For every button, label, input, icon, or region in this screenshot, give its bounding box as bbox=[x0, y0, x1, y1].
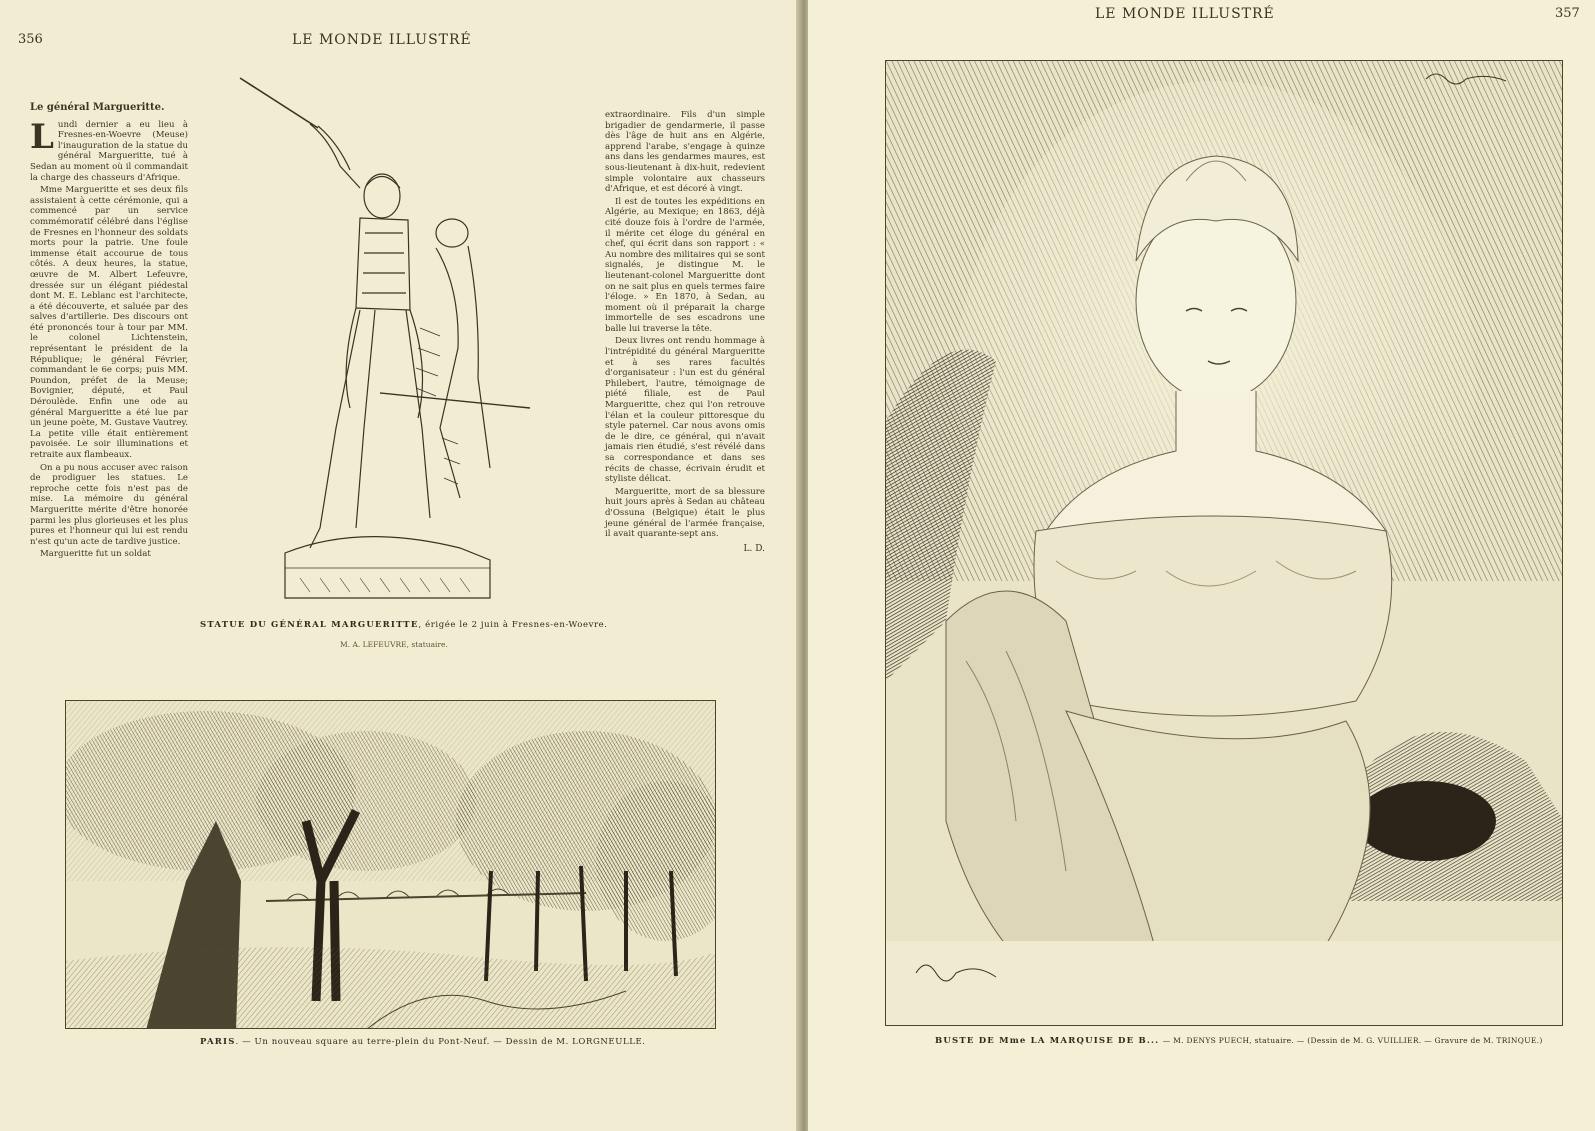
article-column-2 bbox=[605, 110, 765, 554]
statue-credit: M. A. LEFEUVRE, statuaire. bbox=[340, 640, 448, 649]
left-page-number: 356 bbox=[18, 32, 43, 47]
drop-cap: L bbox=[30, 116, 54, 157]
portrait-caption-credit: — M. DENYS PUECH, statuaire. — (Dessin de M. G. VUILLIER. — Gravure de M. TRINQUE.) bbox=[1162, 1036, 1543, 1045]
portrait-engraving-drawing bbox=[886, 61, 1563, 1026]
article-paragraph: On a pu nous accuser avec raison de prodiguer les statues. Le reproche cette fois n'est pas de mise. La mémoire du général Margueritte mérite d'être honorée parmi les plus glorieuses et les plus pures et l'honneur qui lui est rendu n'est qu'un acte de tardive justice. bbox=[30, 462, 188, 547]
article-signature: L. D. bbox=[743, 543, 765, 554]
article-paragraph: Mme Margueritte et ses deux fils assistaient à cette cérémonie, qui a commencé par un service commémoratif célébré dans l'église de Fresnes en l'honneur des soldats morts pour la patrie. Une foule immense était accourue de tous côtés. A deux heures, la statue, œuvre de M. Albert Lefeuvre, dressée sur un élégant piédestal dont M. E. Leblanc est l'architecte, a été découverte, et saluée par des salves d'artillerie. Des discours ont été prononcés tour à tour par MM. le colonel Lichtenstein, représentant le président de la République; le général Février, commandant le 6e corps; puis MM. Poundon, préfet de la Meuse; Bovignier, député, et Paul Déroulède. Enfin une ode au général Margueritte a été lue par un jeune poète, M. Gustave Vautrey. La petite ville était entièrement pavoisée. Le soir illuminations et retraite aux flambeaux. bbox=[30, 185, 188, 460]
article-paragraph: Deux livres ont rendu hommage à l'intrépidité du général Margueritte et à ses rares facultés d'organisateur : l'un est du général Philebert, l'autre, témoignage de piété filiale, est de Paul Margueritte, chez qui l'on retrouve l'élan et la couleur pittoresque du style paternel. Car nous avons omis de le dire, ce général, qui n'avait jamais rien étudié, s'est révélé dans sa correspondance et dans ses récits de chasse, écrivain érudit et styliste délicat. bbox=[605, 336, 765, 485]
statue-caption-text: , érigée le 2 juin à Fresnes-en-Woevre. bbox=[418, 620, 608, 630]
portrait-caption bbox=[935, 1036, 1543, 1046]
article-paragraph: undi dernier a eu lieu à Fresnes-en-Woevre (Meuse) l'inauguration de la statue du général Margueritte, tué à Sedan au moment où il commandait la charge des chasseurs d'Afrique. bbox=[30, 119, 188, 183]
park-caption-title: PARIS bbox=[200, 1037, 236, 1047]
article-paragraph: Margueritte, mort de sa blessure huit jours après à Sedan au château d'Ossuna (Belgique) était le plus jeune général de l'armée française, il avait quarante-sept ans. bbox=[605, 486, 765, 540]
statue-engraving bbox=[160, 48, 540, 608]
right-page-number: 357 bbox=[1555, 6, 1580, 21]
right-running-head: LE MONDE ILLUSTRÉ bbox=[1095, 6, 1275, 22]
statue-caption bbox=[200, 620, 608, 630]
portrait-engraving bbox=[885, 60, 1563, 1026]
article-paragraph: Margueritte fut un soldat bbox=[40, 549, 151, 560]
park-engraving bbox=[65, 700, 716, 1029]
left-running-head: LE MONDE ILLUSTRÉ bbox=[292, 32, 472, 48]
article-paragraph: extraordinaire. Fils d'un simple brigadier de gendarmerie, il passe dès l'âge de huit ans en Algérie, apprend l'arabe, s'engage à quinze ans dans les gendarmes maures, est sous-lieutenant à dix-huit, redevient simple volontaire aux chasseurs d'Afrique, et est décoré à vingt. bbox=[605, 110, 765, 195]
park-engraving-drawing bbox=[66, 701, 716, 1029]
statue-caption-title: STATUE DU GÉNÉRAL MARGUERITTE bbox=[200, 620, 419, 630]
article-title: Le général Margueritte. bbox=[30, 102, 165, 113]
article-paragraph: Il est de toutes les expéditions en Algérie, au Mexique; en 1863, déjà cité douze fois à l'ordre de l'armée, il mérite cet éloge du général en chef, qui écrit dans son rapport : « Au nombre des militaires qui se sont signalés, je distingue M. le lieutenant-colonel Margueritte dont on ne sait plus en quels termes faire l'éloge. » En 1870, à Sedan, au moment où il préparait la charge immortelle de ses escadrons une balle lui traverse la tête. bbox=[605, 196, 765, 334]
park-caption-text: . — Un nouveau square au terre-plein du Pont-Neuf. — Dessin de M. LORGNEULLE. bbox=[235, 1037, 646, 1047]
portrait-caption-title: BUSTE DE Mme LA MARQUISE DE B... bbox=[935, 1036, 1160, 1046]
park-caption bbox=[200, 1037, 646, 1047]
